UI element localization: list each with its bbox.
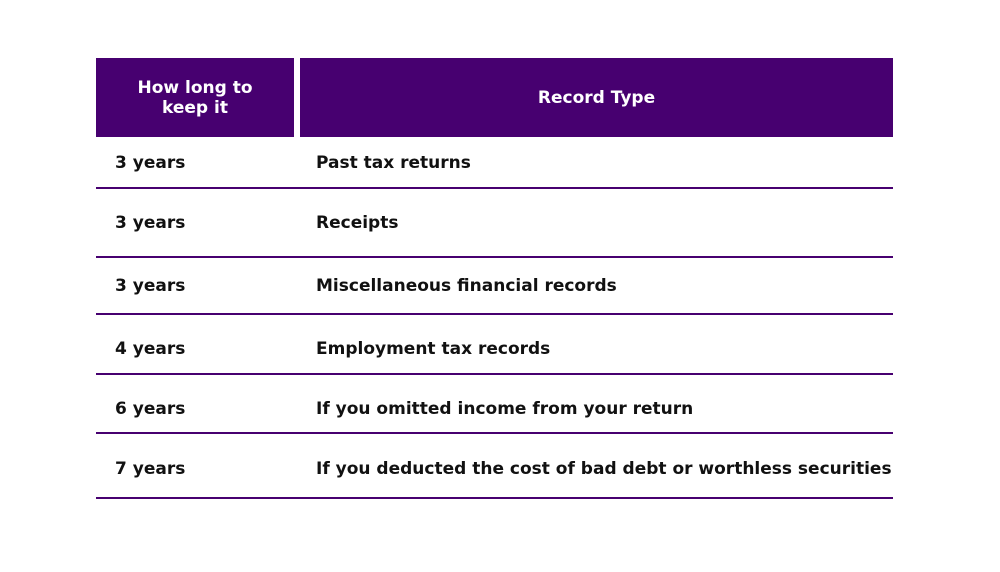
table-row <box>96 375 893 434</box>
duration-cell: 4 years <box>115 339 186 359</box>
table-row <box>96 258 893 315</box>
duration-cell: 7 years <box>115 459 186 479</box>
record-type-cell: Receipts <box>316 213 399 233</box>
duration-cell: 3 years <box>115 153 186 173</box>
column-header-duration <box>96 58 294 137</box>
record-type-cell: If you deducted the cost of bad debt or worthless securities <box>316 459 892 479</box>
table-row <box>96 315 893 375</box>
table-row <box>96 137 893 189</box>
record-type-cell: If you omitted income from your return <box>316 399 694 419</box>
table-row <box>96 189 893 258</box>
column-header-duration-label: How long to keep it <box>137 77 253 118</box>
record-retention-table <box>96 58 893 479</box>
table-row <box>96 434 893 499</box>
duration-cell: 3 years <box>115 276 186 296</box>
duration-cell: 3 years <box>115 213 186 233</box>
duration-cell: 6 years <box>115 399 186 419</box>
record-type-cell: Employment tax records <box>316 339 551 359</box>
column-header-record-type <box>300 58 893 137</box>
column-header-record-type-label: Record Type <box>537 87 656 108</box>
table-header <box>96 58 893 137</box>
record-type-cell: Miscellaneous financial records <box>316 276 617 296</box>
record-type-cell: Past tax returns <box>316 153 471 173</box>
